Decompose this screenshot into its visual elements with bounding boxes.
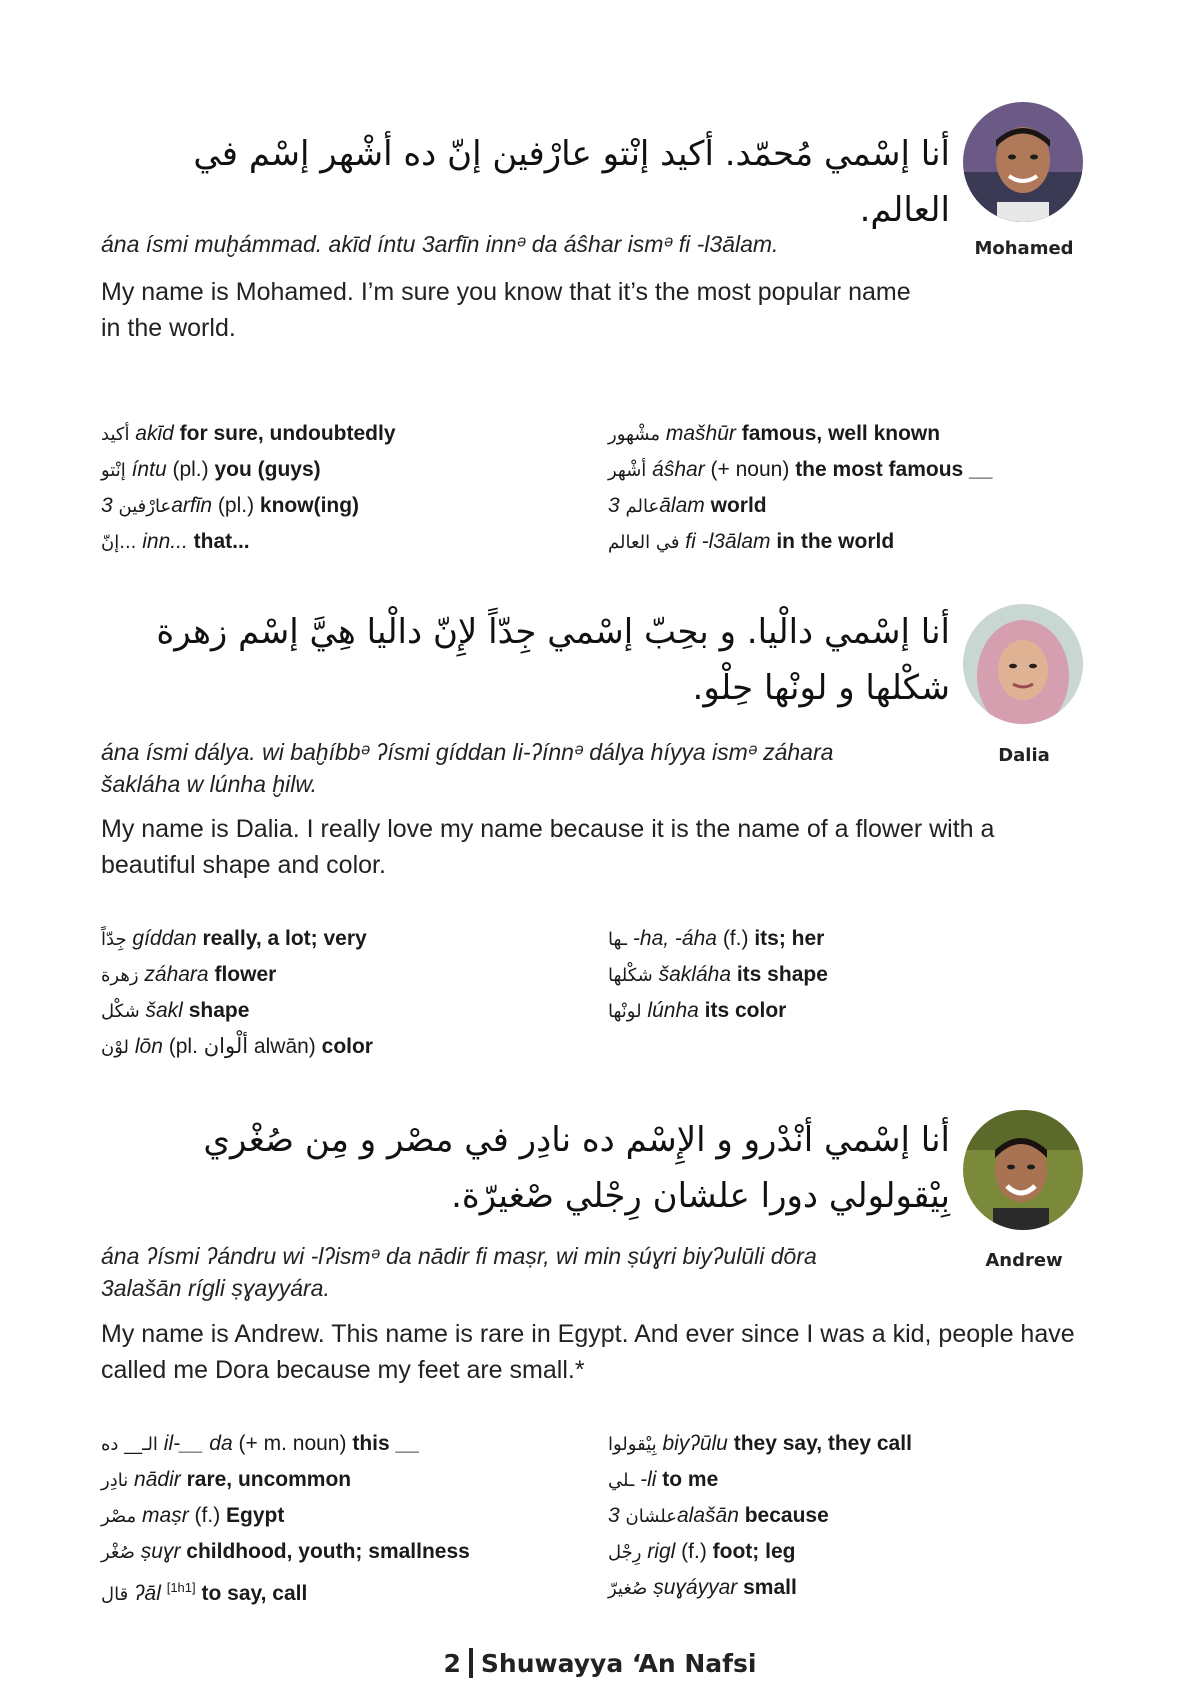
- vocab-item: شكْلها šakláha its shape: [608, 963, 828, 986]
- page-footer: [0, 1648, 1200, 1678]
- avatar-andrew: [963, 1110, 1083, 1230]
- vocab-item: صُغيرّ ṣuɣáyyar small: [608, 1576, 797, 1599]
- vocab-list-right: [608, 1426, 912, 1606]
- vocab-item: ـلي -li to me: [608, 1468, 719, 1491]
- vocab-item: لونْها lúnha its color: [608, 999, 787, 1022]
- english-translation: My name is Dalia. I really love my name because it is the name of a flower with a beautiful shape and color.: [101, 815, 995, 879]
- vocab-item: صُغْر ṣuɣr childhood, youth; smallness: [101, 1540, 470, 1563]
- book-title: Shuwayya ‘An Nafsi: [480, 1649, 757, 1678]
- vocab-item: لوْن lōn (pl. ألْوان alwān) color: [101, 1035, 373, 1058]
- vocab-list-left: [101, 416, 396, 560]
- vocab-item: نادِر nādir rare, uncommon: [101, 1468, 352, 1491]
- avatar-mohamed: [963, 102, 1083, 222]
- vocab-item: ـها -ha, -áha (f.) its; her: [608, 927, 825, 950]
- english-translation: My name is Andrew. This name is rare in Egypt. And ever since I was a kid, people have called me Dora because my feet are small.*: [101, 1320, 1075, 1384]
- vocab-list-left: [101, 921, 373, 1065]
- vocab-item: قال ʔāl [1h1] to say, call: [101, 1580, 308, 1605]
- footer-divider: [469, 1648, 473, 1678]
- vocab-item: بِيْقولوا biyʔūlu they say, they call: [608, 1432, 912, 1455]
- vocab-item: مشْهور mašhūr famous, well known: [608, 422, 941, 445]
- vocab-item: مصْر maṣr (f.) Egypt: [101, 1504, 285, 1527]
- vocab-item: في العالم fi -l3ālam in the world: [608, 530, 895, 553]
- avatar-dalia: [963, 604, 1083, 724]
- person-name-mohamed: Mohamed: [974, 238, 1074, 259]
- vocab-list-left: [101, 1426, 470, 1612]
- vocab-item: زهرة záhara flower: [101, 963, 277, 986]
- vocab-item: أكيد akīd for sure, undoubtedly: [101, 422, 396, 445]
- vocab-item: إنّ... inn... that...: [101, 530, 250, 553]
- vocab-item: رِجْل rigl (f.) foot; leg: [608, 1540, 796, 1563]
- person-name-dalia: Dalia: [998, 745, 1050, 766]
- page-number: 2: [443, 1649, 461, 1678]
- arabic-sentence: أنا إسْمي أنْدْرو و الإِسْم ده نادِر في مصْر و مِن صُغْري بِيْقولولي دورا علشان رِجْلي صْغيرّة.: [203, 1120, 950, 1216]
- vocab-item: علشان 3alašān because: [608, 1504, 829, 1527]
- arabic-sentence: أنا إسْمي دالْيا. و بحِبّ إسْمي جِدّاً لإِنّ دالْيا هِيَّ إسْم زهرة شكْلها و لونْها حِلْو.: [156, 612, 950, 708]
- vocab-item: عالم 3ālam world: [608, 494, 767, 517]
- vocab-list-right: [608, 416, 992, 560]
- vocab-item: الـ__ ده il-__ da (+ m. noun) this __: [101, 1432, 419, 1455]
- vocab-item: أشْهر áŝhar (+ noun) the most famous __: [608, 458, 993, 481]
- vocab-item: عارْفين 3arfīn (pl.) know(ing): [101, 494, 360, 517]
- vocab-item: إنْتو íntu (pl.) you (guys): [101, 458, 321, 481]
- vocab-item: شكْل šakl shape: [101, 999, 250, 1022]
- english-translation: My name is Mohamed. I’m sure you know that it’s the most popular name in the world.: [101, 278, 911, 342]
- transliteration: ána ʔísmi ʔándru wi -lʔismᵊ da nādir fi maṣr, wi min ṣúɣri biyʔulūli dōra 3alašān rígli ṣɣayyára.: [101, 1243, 817, 1301]
- transliteration: ána ísmi dálya. wi baḫíbbᵊ ʔísmi gíddan li-ʔínnᵊ dálya híyya ismᵊ záhara šakláha w lúnha ḫilw.: [101, 739, 834, 797]
- transliteration: ána ísmi muḫámmad. akīd íntu 3arfīn innᵊ da áŝhar ismᵊ fi -l3ālam.: [101, 231, 779, 257]
- vocab-list-right: [608, 921, 828, 1029]
- arabic-sentence: أنا إسْمي مُحمّد. أكيد إنْتو عارْفين إنّ ده أشْهر إسْم في العالم.: [193, 134, 950, 230]
- person-name-andrew: Andrew: [985, 1250, 1063, 1271]
- vocab-item: جِدّاً gíddan really, a lot; very: [101, 927, 367, 950]
